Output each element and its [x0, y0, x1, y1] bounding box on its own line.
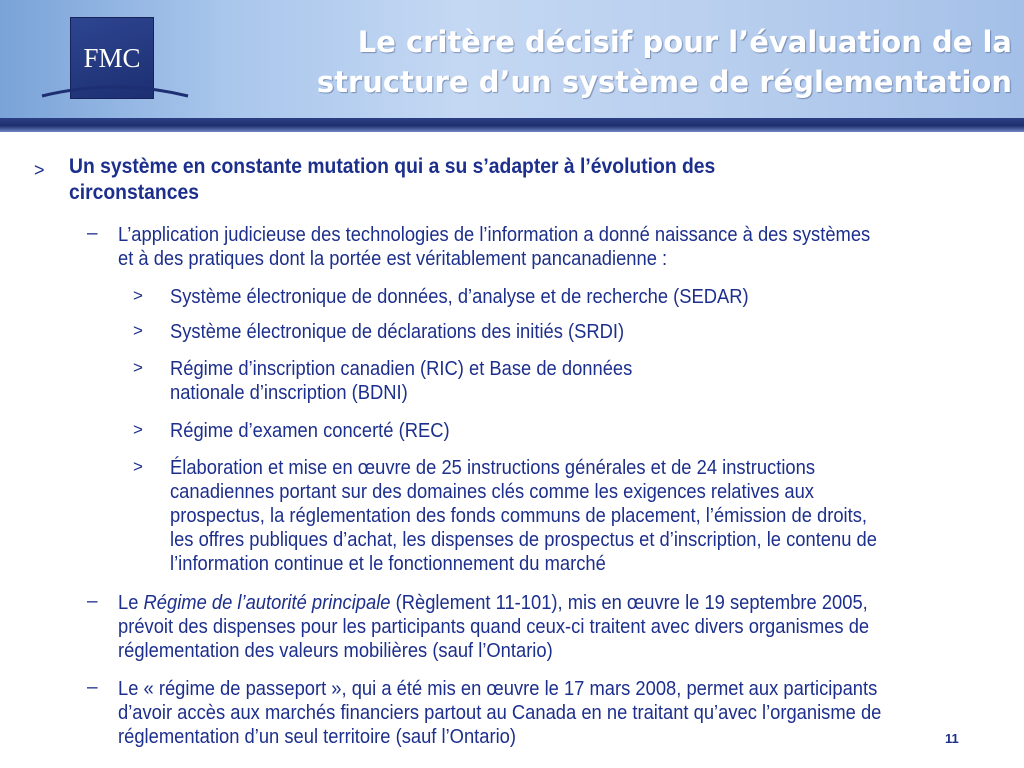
slide-title — [192, 22, 1012, 102]
bullet-sub-text — [118, 591, 990, 663]
text-line: d’avoir accès aux marchés financiers partout au Canada en ne traitant qu’avec l’organisme de — [118, 702, 882, 724]
text-line: Système électronique de déclarations des initiés (SRDI) — [170, 321, 625, 343]
title-line: Le critère décisif pour l’évaluation de la — [357, 25, 1012, 59]
bullet-marker: – — [87, 677, 98, 698]
text-line: Régime d’inscription canadien (RIC) et Base de données — [170, 358, 633, 380]
text-line: Régime d’examen concerté (REC) — [170, 420, 450, 442]
bullet-main-text — [69, 154, 833, 206]
bullet-text — [170, 320, 996, 344]
bullet-marker: > — [34, 160, 45, 180]
bullet-text — [170, 456, 996, 576]
bullet-marker: > — [133, 286, 143, 305]
text-line: prospectus, la réglementation des fonds communs de placement, l’émission de droits, — [170, 505, 868, 527]
text-line: nationale d’inscription (BDNI) — [170, 382, 408, 404]
text-prefix: Le — [118, 592, 144, 614]
bullet-text — [170, 357, 996, 405]
text-line: canadiennes portant sur des domaines clés comme les exigences relatives aux — [170, 481, 814, 503]
text-line — [118, 591, 990, 615]
logo-text: FMC — [83, 43, 141, 73]
regime-name: Régime de l’autorité principale — [143, 592, 391, 614]
bullet-marker: > — [133, 358, 143, 377]
title-line: structure d’un système de réglementation — [316, 65, 1012, 99]
bullet-marker: – — [87, 591, 98, 612]
bullet-marker: > — [133, 420, 143, 439]
text-line: l’information continue et le fonctionnement du marché — [170, 553, 606, 575]
text-line: les offres publiques d’achat, les dispenses de prospectus et d’inscription, le contenu de — [170, 529, 877, 551]
header-divider — [0, 118, 1024, 132]
text-line: Élaboration et mise en œuvre de 25 instructions générales et de 24 instructions — [170, 457, 815, 479]
bullet-marker: > — [133, 457, 143, 476]
bullet-text — [170, 285, 996, 309]
bullet-sub-text — [118, 223, 990, 271]
text-line: L’application judicieuse des technologies de l’information a donné naissance à des systèmes — [118, 224, 871, 246]
bullet-text — [170, 419, 996, 443]
page-number: 11 — [945, 731, 959, 746]
text-line: Un système en constante mutation qui a su s’adapter à l’évolution des — [69, 155, 716, 178]
text-rest: (Règlement 11-101), mis en œuvre le 19 septembre 2005, — [390, 592, 868, 614]
header-band — [0, 0, 1024, 118]
text-line: Système électronique de données, d’analyse et de recherche (SEDAR) — [170, 286, 749, 308]
text-line: et à des pratiques dont la portée est véritablement pancanadienne : — [118, 248, 668, 270]
text-line: réglementation des valeurs mobilières (sauf l’Ontario) — [118, 640, 553, 662]
logo-swoosh-icon — [40, 80, 190, 100]
text-line: circonstances — [69, 181, 199, 204]
bullet-sub-text — [118, 677, 990, 749]
bullet-marker: > — [133, 321, 143, 340]
text-line: Le « régime de passeport », qui a été mis en œuvre le 17 mars 2008, permet aux participants — [118, 678, 878, 700]
bullet-marker: – — [87, 223, 98, 244]
text-line: prévoit des dispenses pour les participants quand ceux-ci traitent avec divers organismes de — [118, 616, 870, 638]
text-line: réglementation d’un seul territoire (sauf l’Ontario) — [118, 726, 516, 748]
